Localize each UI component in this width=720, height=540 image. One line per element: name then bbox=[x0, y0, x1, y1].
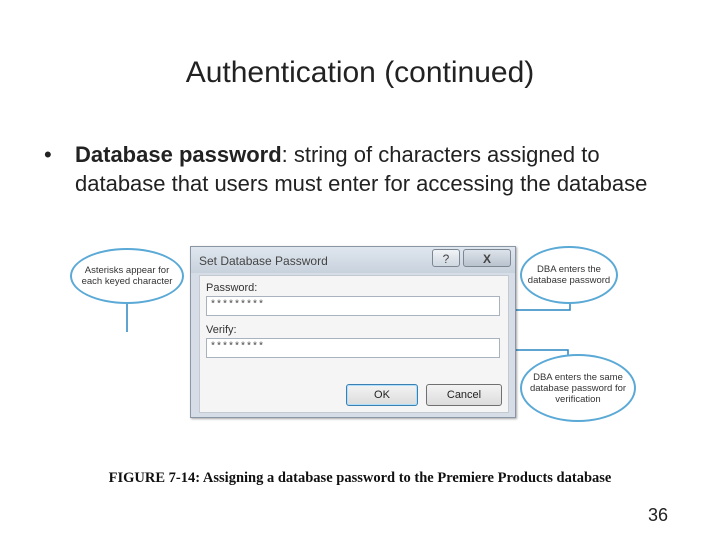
dialog-title: Set Database Password bbox=[199, 254, 328, 268]
help-button[interactable]: ? bbox=[432, 249, 460, 267]
callout-asterisks: Asterisks appear for each keyed character bbox=[70, 248, 184, 304]
ok-button[interactable]: OK bbox=[346, 384, 418, 406]
password-input[interactable]: ********* bbox=[206, 296, 500, 316]
figure-caption: FIGURE 7-14: Assigning a database password to the Premiere Products database bbox=[108, 470, 612, 486]
cancel-button[interactable]: Cancel bbox=[426, 384, 502, 406]
bullet-term: Database password bbox=[75, 142, 282, 167]
page-number: 36 bbox=[648, 505, 669, 525]
bullet-point bbox=[44, 140, 684, 198]
callout-dba-verify: DBA enters the same database password for verification bbox=[520, 354, 636, 422]
callout-dba-enters: DBA enters the database password bbox=[520, 246, 618, 304]
figure-dialog-screenshot bbox=[68, 242, 640, 432]
set-database-password-dialog bbox=[190, 246, 516, 418]
verify-label: Verify: bbox=[206, 324, 237, 336]
password-label: Password: bbox=[206, 282, 258, 294]
bullet-definition: : string of characters assigned to database that users must enter for accessing the database bbox=[75, 142, 648, 196]
bullet-dot-icon: • bbox=[44, 142, 52, 167]
dialog-titlebar bbox=[191, 247, 515, 273]
close-button[interactable]: X bbox=[463, 249, 511, 267]
slide-title: Authentication (continued) bbox=[185, 56, 535, 89]
dialog-body bbox=[199, 275, 509, 413]
bullet-text bbox=[75, 140, 684, 198]
verify-input[interactable]: ********* bbox=[206, 338, 500, 358]
